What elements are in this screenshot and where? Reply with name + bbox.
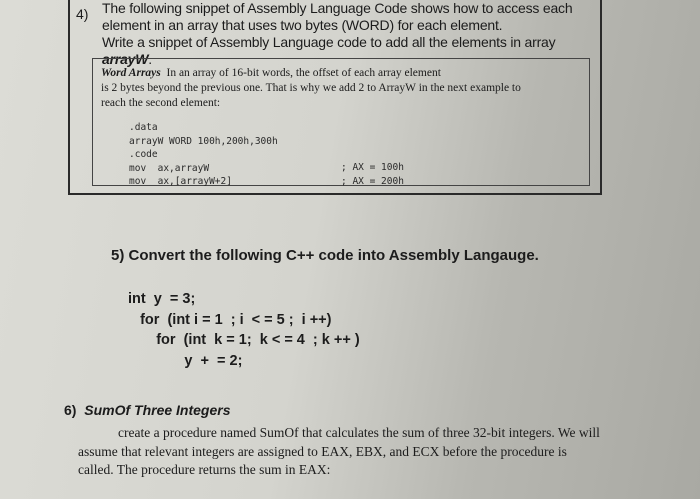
textbook-line-1-text: In an array of 16-bit words, the offset of each array element	[166, 67, 441, 79]
code-comment: ; AX = 200h	[341, 175, 404, 187]
code-line: .code	[129, 149, 158, 160]
cpp-code-line: int y = 3;	[128, 291, 196, 307]
question-4-line-3-text: Write a snippet of Assembly Language code to add all the elements in array	[102, 34, 556, 50]
question-6-title: SumOf Three Integers	[84, 402, 231, 418]
question-4-line-3-end: .	[148, 51, 152, 67]
textbook-line-2: is 2 bytes beyond the previous one. That is why we add 2 to ArrayW in the next example to	[101, 82, 521, 94]
question-6-line-1: create a procedure named SumOf that calculates the sum of three 32-bit integers. We will	[118, 425, 600, 440]
question-6-body	[78, 424, 630, 480]
textbook-excerpt-box	[92, 58, 590, 186]
cpp-code-line: for (int i = 1 ; i < = 5 ; i ++)	[128, 311, 332, 328]
code-comment: ; AX = 100h	[341, 162, 404, 173]
question-6-line-2: assume that relevant integers are assigned to EAX, EBX, and ECX before the procedure is	[78, 443, 567, 459]
question-6-line-3: called. The procedure returns the sum in EAX:	[78, 462, 331, 477]
question-6-number: 6)	[64, 402, 77, 418]
cpp-code-line: y + = 2;	[128, 352, 243, 369]
code-line: arrayW WORD 100h,200h,300h	[129, 135, 278, 147]
textbook-term: Word Arrays	[101, 67, 161, 79]
question-5-title: 5) Convert the following C++ code into Assembly Langauge.	[111, 247, 539, 264]
code-line: .data	[129, 122, 158, 133]
question-4-line-2: element in an array that uses two bytes (WORD) for each element.	[102, 17, 503, 33]
question-4-number: 4)	[76, 6, 89, 22]
cpp-code-line: for (int k = 1; k < = 4 ; k ++ )	[128, 332, 360, 348]
array-name: arrayW	[102, 51, 149, 67]
example-code-block	[129, 121, 278, 189]
textbook-paragraph	[101, 66, 581, 111]
question-5-code	[128, 289, 360, 371]
code-line: mov ax,arrayW	[129, 162, 210, 174]
question-4-line-1: The following snippet of Assembly Language Code shows how to access each	[102, 0, 573, 16]
textbook-line-1	[101, 66, 581, 81]
code-line: mov ax,[arrayW+2]	[129, 176, 232, 187]
textbook-line-3: reach the second element:	[101, 97, 221, 109]
code-comments	[341, 161, 404, 188]
question-6-heading	[64, 402, 231, 418]
